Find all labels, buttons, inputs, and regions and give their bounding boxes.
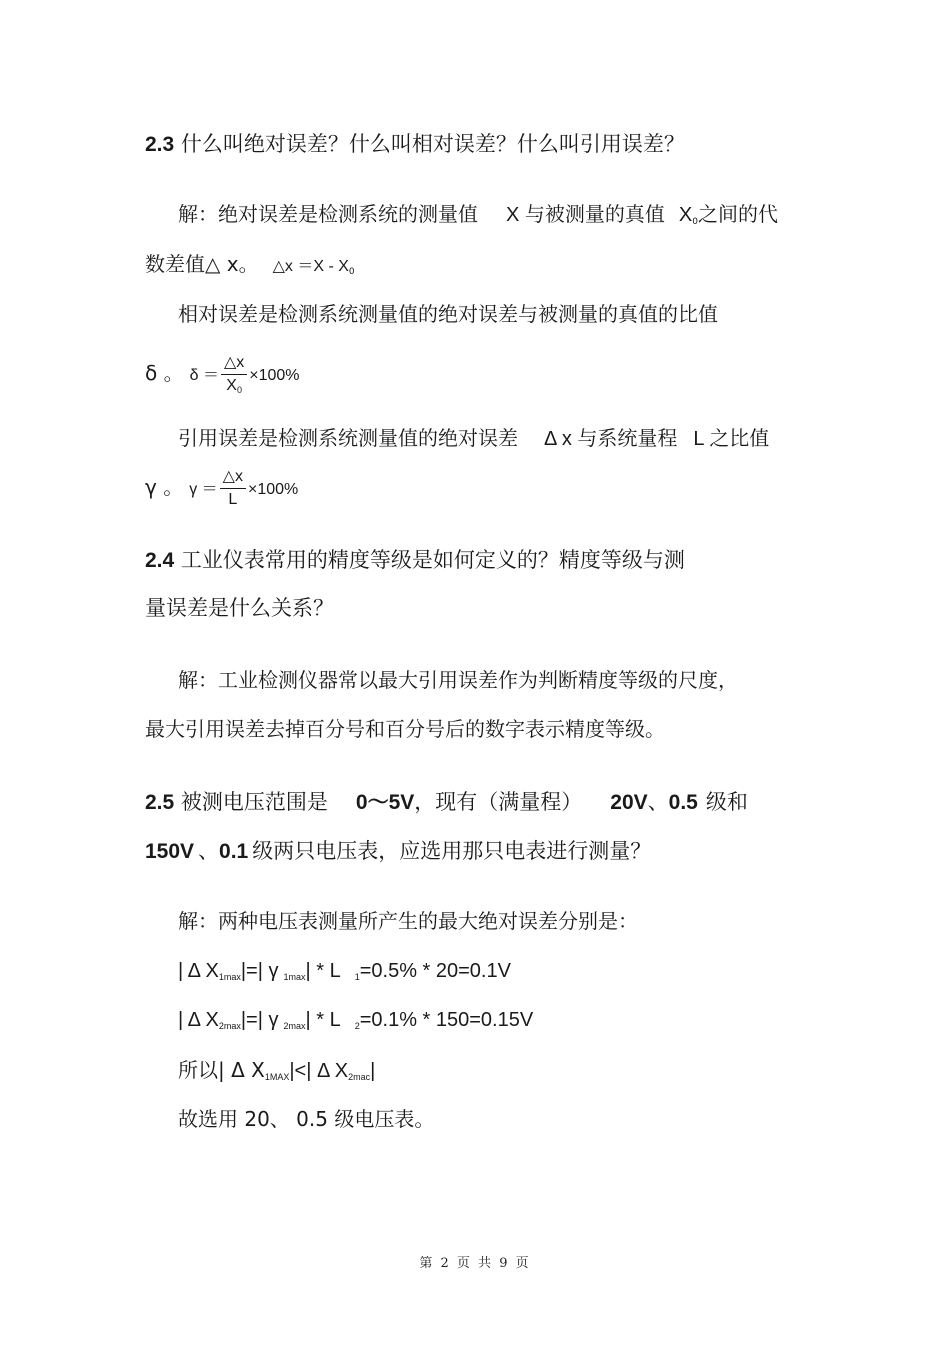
reference-error-line [178, 425, 769, 452]
equation-1 [178, 958, 511, 987]
formula-relative-error [145, 350, 300, 396]
question-text: 级和 [705, 790, 748, 814]
accuracy-class: 0.5 [668, 791, 698, 814]
fraction [220, 468, 246, 509]
answer-text: X 与被测量的真值 [506, 204, 665, 226]
variable-x0: X [678, 204, 693, 226]
page-footer: 第 2 页 共 9 页 [419, 1256, 531, 1271]
eq-part: |=| γ [240, 1009, 279, 1031]
fraction-denominator: L [228, 491, 238, 508]
question-title: 什么叫绝对误差？什么叫相对误差？什么叫引用误差？ [180, 132, 685, 156]
question-number: 2.3 [145, 133, 175, 156]
eq-part: |<| Δ X [289, 1060, 349, 1082]
formula-lhs: γ ＝ [189, 481, 218, 498]
formula-absolute-error: △x ＝X - X [272, 258, 349, 275]
eq-part: | [370, 1060, 376, 1082]
fraction-denominator: X [226, 376, 237, 394]
question-text: 被测电压范围是 [180, 790, 328, 814]
gamma-symbol: γ 。 [145, 475, 184, 499]
answer-text: 数差值△ x。 [145, 252, 259, 276]
question-text: 、 [647, 790, 669, 814]
eq-part: | * L [305, 1009, 341, 1031]
answer-text: Δ x 与系统量程 [544, 428, 678, 450]
eq-part: 所以| Δ X [178, 1058, 265, 1082]
question-text: ，现有（满量程） [414, 790, 583, 814]
eq-part: =0.1% * 150=0.15V [359, 1009, 534, 1031]
subscript: 1max [283, 972, 306, 982]
question-text: 级两只电压表，应选用那只电表进行测量？ [252, 839, 652, 863]
formula-tail: ×100% [247, 481, 299, 498]
accuracy-class: 0.1 [219, 840, 249, 863]
answer-text: L 之比值 [693, 428, 770, 450]
question-2-5-heading [145, 789, 748, 816]
subscript: 2max [283, 1021, 306, 1031]
conclusion-line: 故选用 20、 0.5 级电压表。 [178, 1107, 435, 1131]
subscript: 2 [354, 1021, 360, 1031]
eq-part: =0.5% * 20=0.1V [359, 960, 511, 982]
answer-line: 解：两种电压表测量所产生的最大绝对误差分别是： [178, 909, 638, 933]
answer-line: 最大引用误差去掉百分号和百分号后的数字表示精度等级。 [145, 717, 665, 741]
question-title: 工业仪表常用的精度等级是如何定义的？精度等级与测 [180, 548, 685, 572]
voltage-range: 0～5V [355, 791, 415, 814]
equation-2 [178, 1007, 533, 1036]
subscript: 1 [354, 972, 360, 982]
question-title-continued: 量误差是什么关系？ [145, 596, 334, 620]
question-text: 、 [198, 839, 220, 863]
delta-symbol: δ 。 [145, 361, 184, 385]
eq-part: |=| γ [240, 960, 279, 982]
question-2-4-heading [145, 547, 685, 574]
subscript: 2max [218, 1021, 241, 1031]
formula-lhs: δ ＝ [189, 367, 219, 384]
eq-part: | Δ X [178, 1009, 219, 1031]
eq-part: | Δ X [178, 960, 219, 982]
question-number: 2.5 [145, 791, 175, 814]
subscript: 1MAX [264, 1072, 290, 1082]
subscript: 1max [218, 972, 241, 982]
question-2-3-heading [145, 131, 685, 158]
question-number: 2.4 [145, 549, 175, 572]
subscript: 0 [348, 267, 355, 277]
answer-text: 引用误差是检测系统测量值的绝对误差 [178, 426, 518, 450]
subscript: 0 [692, 217, 698, 227]
question-2-5-continued [145, 838, 651, 865]
fraction [221, 354, 247, 396]
comparison-line [178, 1057, 375, 1087]
answer-text: 解：绝对误差是检测系统的测量值 [178, 202, 478, 226]
fraction-numerator: △x [221, 354, 247, 375]
answer-line [178, 201, 778, 232]
formula-reference-error [145, 464, 298, 510]
answer-text: 之间的代 [697, 202, 778, 226]
eq-part: | * L [305, 960, 341, 982]
relative-error-line: 相对误差是检测系统测量值的绝对误差与被测量的真值的比值 [178, 302, 718, 326]
subscript: 2mac [348, 1072, 371, 1082]
voltage-value: 150V [145, 840, 195, 863]
voltage-value: 20V [610, 791, 648, 814]
subscript: 0 [236, 384, 242, 395]
fraction-numerator: △x [220, 468, 246, 489]
answer-line: 解：工业检测仪器常以最大引用误差作为判断精度等级的尺度， [178, 668, 738, 692]
formula-tail: ×100% [249, 367, 300, 384]
answer-line [145, 251, 355, 282]
